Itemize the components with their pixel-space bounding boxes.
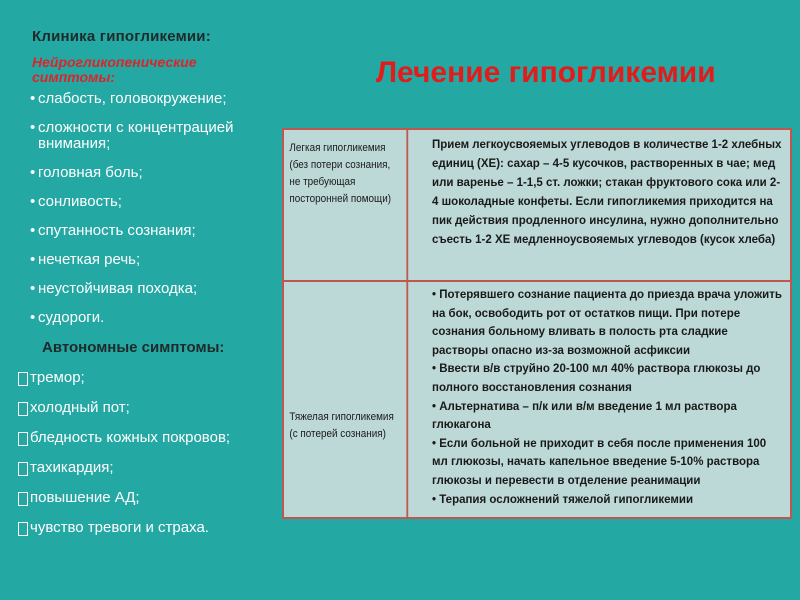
list-item: • сонливость; [30,193,122,210]
list-item: • неустойчивая походка; [30,280,198,297]
mild-label-cell: Легкая гипогликемия (без потери сознания, не требующая посторонней помощи) [284,130,408,280]
list-item: • головная боль; [30,164,143,181]
severe-label-cell: Тяжелая гипогликемия (с потерей сознания) [284,282,408,517]
symptoms-panel [18,20,278,550]
table-row [284,282,790,517]
treatment-item: • Терапия осложнений тяжелой гипогликемии [432,493,694,506]
list-item: чувство тревоги и страха. [18,520,278,536]
clinic-heading: Клиника гипогликемии: [32,28,211,45]
checkbox-glyph-icon [18,492,28,506]
auto-symptom-list [18,370,278,536]
list-item: бледность кожных покровов; [18,430,278,446]
severe-treatment-cell [422,282,790,517]
list-item: • нечеткая речь; [30,251,141,268]
neuro-subheading: Нейрогликопенические симптомы: [32,54,197,85]
checkbox-glyph-icon [18,402,28,416]
page-title: Лечение гипогликемии [376,56,716,89]
checkbox-glyph-icon [18,462,28,476]
list-item: холодный пот; [18,400,278,416]
mild-treatment-cell: Прием легкоусвояемых углеводов в количестве 1-2 хлебных единиц (ХЕ): сахар – 4-5 кусочков, растворенных в чае; мед или варенье – 1-1,5 ст. ложки; стакан фруктового сока или 2-4 шоколадные конфеты. Если гипогликемия приходится на пик действия продленного инсулина, нужно дополнительно съесть 1-2 ХЕ медленноусвояемых углеводов (кусок хлеба) [432,139,782,246]
neuro-symptom-list [18,91,278,326]
list-item: • сложности с концентрацией внимания; [30,119,234,152]
auto-heading: Автономные симптомы: [42,339,225,356]
list-item: тахикардия; [18,460,278,476]
checkbox-glyph-icon [18,522,28,536]
list-item: • судороги. [30,309,105,326]
table-row [284,130,790,282]
checkbox-glyph-icon [18,372,28,386]
list-item: • спутанность сознания; [30,222,196,239]
checkbox-glyph-icon [18,432,28,446]
treatment-item: • Альтернатива – п/к или в/м введение 1 мл раствора глюкагона [432,400,737,432]
list-item: тремор; [18,370,278,386]
treatment-item: • Если больной не приходит в себя после применения 100 мл глюкозы, начать капельное введение 5-10% раствора глюкозы и перевести в отделение реанимации [432,437,767,487]
treatment-item: • Ввести в/в струйно 20-100 мл 40% раствора глюкозы до полного восстановления сознания [432,363,761,394]
list-item: • слабость, головокружение; [30,90,227,107]
list-item: повышение АД; [18,490,278,506]
treatment-item: • Потерявшего сознание пациента до приезда врача уложить на бок, освободить рот от остатков пищи. При потере сознания больному вливать в полость рта сладкие растворы опасно из-за возможной асфиксии [432,289,782,357]
treatment-table [282,128,792,519]
